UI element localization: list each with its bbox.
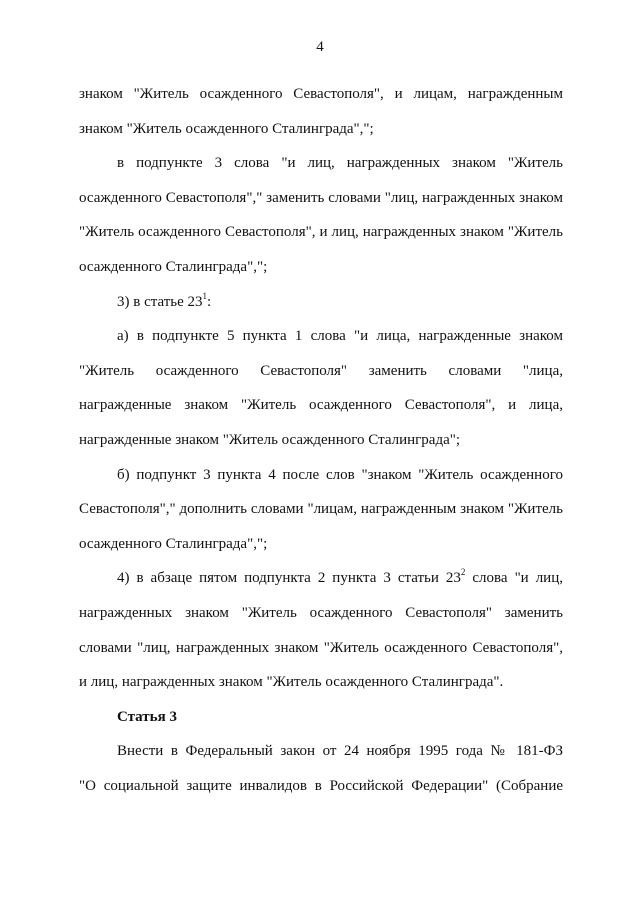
text-line: награжденные знаком "Житель осажденного Севастополя", и лица, bbox=[79, 397, 563, 414]
paragraph-item-a bbox=[79, 319, 563, 457]
text-line: в подпункте 3 слова "и лиц, награжденных знаком "Житель bbox=[117, 155, 563, 172]
paragraph-article-23-1 bbox=[79, 285, 563, 320]
text-line: знаком "Житель осажденного Сталинграда","; bbox=[79, 120, 374, 137]
text-line: "Житель осажденного Севастополя", и лиц, награжденных знаком "Житель bbox=[79, 224, 563, 241]
text-line: осажденного Сталинграда","; bbox=[79, 535, 268, 552]
text-line: и лиц, награжденных знаком "Житель осажденного Сталинграда". bbox=[79, 674, 504, 691]
text-segment: : bbox=[207, 293, 212, 310]
text-line: "Житель осажденного Севастополя" заменить словами "лица, bbox=[79, 362, 563, 379]
text-line: б) подпункт 3 пункта 4 после слов "знаком "Житель осажденного bbox=[117, 466, 563, 483]
text-segment: 4) в абзаце пятом подпункта 2 пункта 3 статьи 23 bbox=[117, 570, 461, 587]
page-number: 4 bbox=[316, 39, 324, 55]
superscript: 1 bbox=[202, 290, 208, 301]
text-line: знаком "Житель осажденного Севастополя", и лицам, награжденным bbox=[79, 86, 563, 102]
paragraph-continuation bbox=[79, 77, 563, 146]
text-segment: слова "и лиц, bbox=[465, 570, 563, 587]
text-line: награжденных знаком "Житель осажденного Севастополя" заменить bbox=[79, 604, 563, 621]
text-line: осажденного Севастополя"," заменить словами "лиц, награжденных знаком bbox=[79, 189, 563, 206]
paragraph-item-b bbox=[79, 458, 563, 562]
article-heading: Статья 3 bbox=[117, 708, 177, 725]
text-line: награжденные знаком "Житель осажденного Сталинграда"; bbox=[79, 431, 461, 448]
text-line: словами "лиц, награжденных знаком "Житель осажденного Севастополя", bbox=[79, 639, 563, 656]
text-line: Севастополя"," дополнить словами "лицам, награжденным знаком "Житель bbox=[79, 501, 563, 518]
document-body bbox=[79, 77, 563, 803]
text-line: а) в подпункте 5 пункта 1 слова "и лица, награжденные знаком bbox=[117, 328, 563, 345]
text-line bbox=[79, 561, 563, 596]
text-line: "О социальной защите инвалидов в Российской Федерации" (Собрание bbox=[79, 777, 563, 794]
text-line: осажденного Сталинграда","; bbox=[79, 258, 268, 275]
text-line: Внести в Федеральный закон от 24 ноября 1995 года № 181-ФЗ bbox=[117, 743, 563, 760]
paragraph-item-4 bbox=[79, 561, 563, 699]
superscript: 2 bbox=[460, 567, 466, 578]
text-segment: 3) в статье 23 bbox=[117, 293, 203, 310]
paragraph-article-3-body bbox=[79, 734, 563, 803]
paragraph-subitem-3 bbox=[79, 146, 563, 284]
